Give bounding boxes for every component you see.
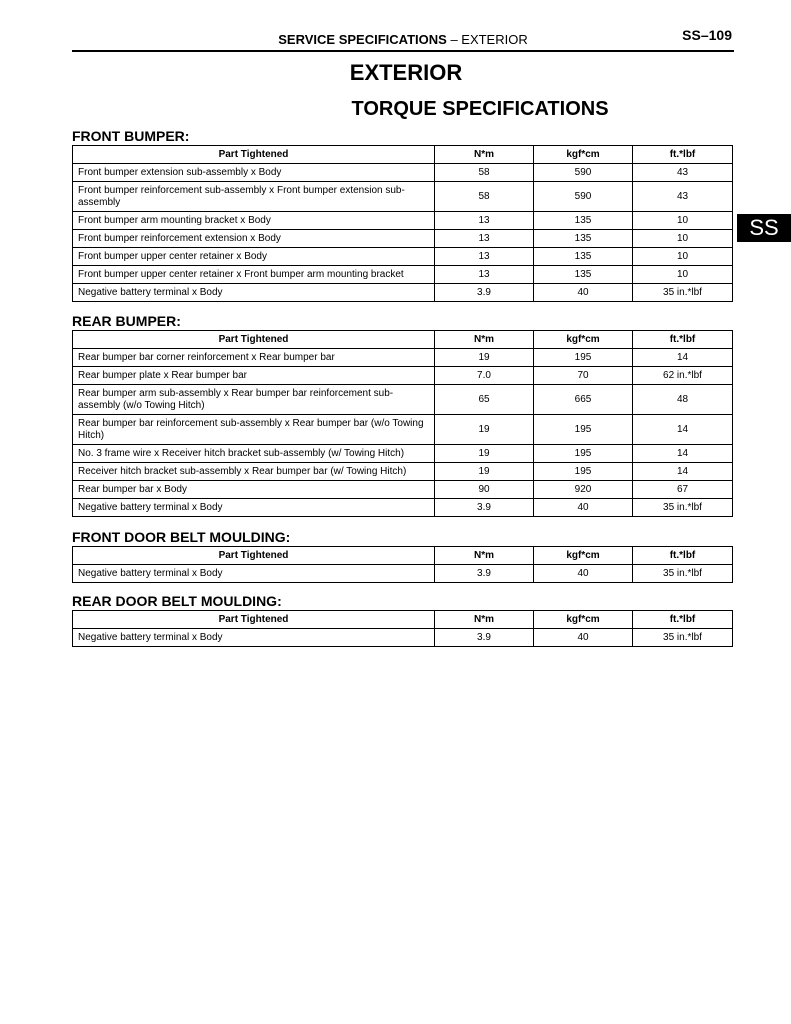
ftlbf-cell: 10 xyxy=(633,230,733,248)
kgfcm-cell: 135 xyxy=(534,212,633,230)
ftlbf-cell: 14 xyxy=(633,349,733,367)
page-header xyxy=(72,27,734,52)
part-cell: Rear bumper arm sub-assembly x Rear bumper bar reinforcement sub-assembly (w/o Towing Hitch) xyxy=(73,385,435,415)
table-row xyxy=(73,565,733,583)
col-header-nm: N*m xyxy=(435,611,534,629)
ftlbf-cell: 67 xyxy=(633,481,733,499)
table-header-row xyxy=(73,146,733,164)
ftlbf-cell: 35 in.*lbf xyxy=(633,565,733,583)
nm-cell: 58 xyxy=(435,182,534,212)
table-row xyxy=(73,230,733,248)
section-rear-door-belt-moulding xyxy=(72,593,732,647)
kgfcm-cell: 135 xyxy=(534,230,633,248)
table-header-row xyxy=(73,611,733,629)
ftlbf-cell: 35 in.*lbf xyxy=(633,629,733,647)
kgfcm-cell: 590 xyxy=(534,182,633,212)
col-header-part: Part Tightened xyxy=(73,611,435,629)
nm-cell: 3.9 xyxy=(435,629,534,647)
part-cell: Front bumper upper center retainer x Front bumper arm mounting bracket xyxy=(73,266,435,284)
table-row xyxy=(73,284,733,302)
kgfcm-cell: 665 xyxy=(534,385,633,415)
nm-cell: 13 xyxy=(435,230,534,248)
section-front-bumper xyxy=(72,128,732,302)
table-row xyxy=(73,367,733,385)
kgfcm-cell: 40 xyxy=(534,629,633,647)
header-title-bold: SERVICE SPECIFICATIONS xyxy=(278,32,447,47)
table-row xyxy=(73,499,733,517)
ftlbf-cell: 10 xyxy=(633,212,733,230)
table-row xyxy=(73,182,733,212)
col-header-part: Part Tightened xyxy=(73,331,435,349)
col-header-ftlbf: ft.*lbf xyxy=(633,331,733,349)
ftlbf-cell: 35 in.*lbf xyxy=(633,284,733,302)
ftlbf-cell: 62 in.*lbf xyxy=(633,367,733,385)
part-cell: Front bumper extension sub-assembly x Body xyxy=(73,164,435,182)
table-row xyxy=(73,349,733,367)
part-cell: Rear bumper plate x Rear bumper bar xyxy=(73,367,435,385)
section-tab: SS xyxy=(737,214,791,242)
section-title: FRONT DOOR BELT MOULDING: xyxy=(72,529,291,545)
nm-cell: 3.9 xyxy=(435,284,534,302)
kgfcm-cell: 40 xyxy=(534,565,633,583)
ftlbf-cell: 14 xyxy=(633,415,733,445)
kgfcm-cell: 195 xyxy=(534,415,633,445)
part-cell: Rear bumper bar x Body xyxy=(73,481,435,499)
nm-cell: 19 xyxy=(435,445,534,463)
part-cell: Front bumper arm mounting bracket x Body xyxy=(73,212,435,230)
table-row xyxy=(73,463,733,481)
nm-cell: 19 xyxy=(435,463,534,481)
kgfcm-cell: 920 xyxy=(534,481,633,499)
torque-table xyxy=(72,330,733,517)
col-header-ftlbf: ft.*lbf xyxy=(633,547,733,565)
torque-table xyxy=(72,145,733,302)
table-row xyxy=(73,385,733,415)
part-cell: Front bumper upper center retainer x Body xyxy=(73,248,435,266)
col-header-nm: N*m xyxy=(435,547,534,565)
col-header-kgfcm: kgf*cm xyxy=(534,331,633,349)
kgfcm-cell: 135 xyxy=(534,266,633,284)
part-cell: Rear bumper bar reinforcement sub-assembly x Rear bumper bar (w/o Towing Hitch) xyxy=(73,415,435,445)
col-header-part: Part Tightened xyxy=(73,547,435,565)
section-title: FRONT BUMPER: xyxy=(72,128,190,144)
kgfcm-cell: 70 xyxy=(534,367,633,385)
part-cell: Negative battery terminal x Body xyxy=(73,284,435,302)
ftlbf-cell: 14 xyxy=(633,463,733,481)
ftlbf-cell: 43 xyxy=(633,164,733,182)
torque-table xyxy=(72,610,733,647)
table-row xyxy=(73,266,733,284)
torque-table xyxy=(72,546,733,583)
col-header-ftlbf: ft.*lbf xyxy=(633,611,733,629)
nm-cell: 3.9 xyxy=(435,499,534,517)
nm-cell: 19 xyxy=(435,349,534,367)
table-row xyxy=(73,212,733,230)
page-number: SS–109 xyxy=(682,27,732,43)
part-cell: Negative battery terminal x Body xyxy=(73,499,435,517)
col-header-kgfcm: kgf*cm xyxy=(534,146,633,164)
col-header-nm: N*m xyxy=(435,331,534,349)
table-row xyxy=(73,481,733,499)
section-title: REAR BUMPER: xyxy=(72,313,181,329)
kgfcm-cell: 195 xyxy=(534,349,633,367)
nm-cell: 13 xyxy=(435,248,534,266)
table-header-row xyxy=(73,331,733,349)
kgfcm-cell: 40 xyxy=(534,284,633,302)
part-cell: Front bumper reinforcement sub-assembly x Front bumper extension sub-assembly xyxy=(73,182,435,212)
kgfcm-cell: 195 xyxy=(534,445,633,463)
header-title-rest: – EXTERIOR xyxy=(450,32,528,47)
nm-cell: 7.0 xyxy=(435,367,534,385)
part-cell: Rear bumper bar corner reinforcement x Rear bumper bar xyxy=(73,349,435,367)
nm-cell: 65 xyxy=(435,385,534,415)
sub-title: TORQUE SPECIFICATIONS xyxy=(351,98,609,120)
part-cell: Negative battery terminal x Body xyxy=(73,629,435,647)
part-cell: No. 3 frame wire x Receiver hitch bracket sub-assembly (w/ Towing Hitch) xyxy=(73,445,435,463)
col-header-nm: N*m xyxy=(435,146,534,164)
nm-cell: 3.9 xyxy=(435,565,534,583)
nm-cell: 13 xyxy=(435,212,534,230)
table-row xyxy=(73,629,733,647)
section-front-door-belt-moulding xyxy=(72,529,732,583)
col-header-kgfcm: kgf*cm xyxy=(534,611,633,629)
nm-cell: 13 xyxy=(435,266,534,284)
main-title: EXTERIOR xyxy=(349,60,463,85)
ftlbf-cell: 10 xyxy=(633,266,733,284)
kgfcm-cell: 135 xyxy=(534,248,633,266)
table-row xyxy=(73,248,733,266)
col-header-kgfcm: kgf*cm xyxy=(534,547,633,565)
kgfcm-cell: 40 xyxy=(534,499,633,517)
table-header-row xyxy=(73,547,733,565)
nm-cell: 58 xyxy=(435,164,534,182)
col-header-ftlbf: ft.*lbf xyxy=(633,146,733,164)
table-row xyxy=(73,445,733,463)
ftlbf-cell: 14 xyxy=(633,445,733,463)
section-rear-bumper xyxy=(72,313,732,517)
table-row xyxy=(73,415,733,445)
section-title: REAR DOOR BELT MOULDING: xyxy=(72,593,282,609)
part-cell: Negative battery terminal x Body xyxy=(73,565,435,583)
kgfcm-cell: 195 xyxy=(534,463,633,481)
nm-cell: 90 xyxy=(435,481,534,499)
col-header-part: Part Tightened xyxy=(73,146,435,164)
ftlbf-cell: 48 xyxy=(633,385,733,415)
ftlbf-cell: 43 xyxy=(633,182,733,212)
ftlbf-cell: 35 in.*lbf xyxy=(633,499,733,517)
nm-cell: 19 xyxy=(435,415,534,445)
header-title xyxy=(72,32,734,47)
part-cell: Front bumper reinforcement extension x Body xyxy=(73,230,435,248)
kgfcm-cell: 590 xyxy=(534,164,633,182)
ftlbf-cell: 10 xyxy=(633,248,733,266)
table-row xyxy=(73,164,733,182)
part-cell: Receiver hitch bracket sub-assembly x Rear bumper bar (w/ Towing Hitch) xyxy=(73,463,435,481)
